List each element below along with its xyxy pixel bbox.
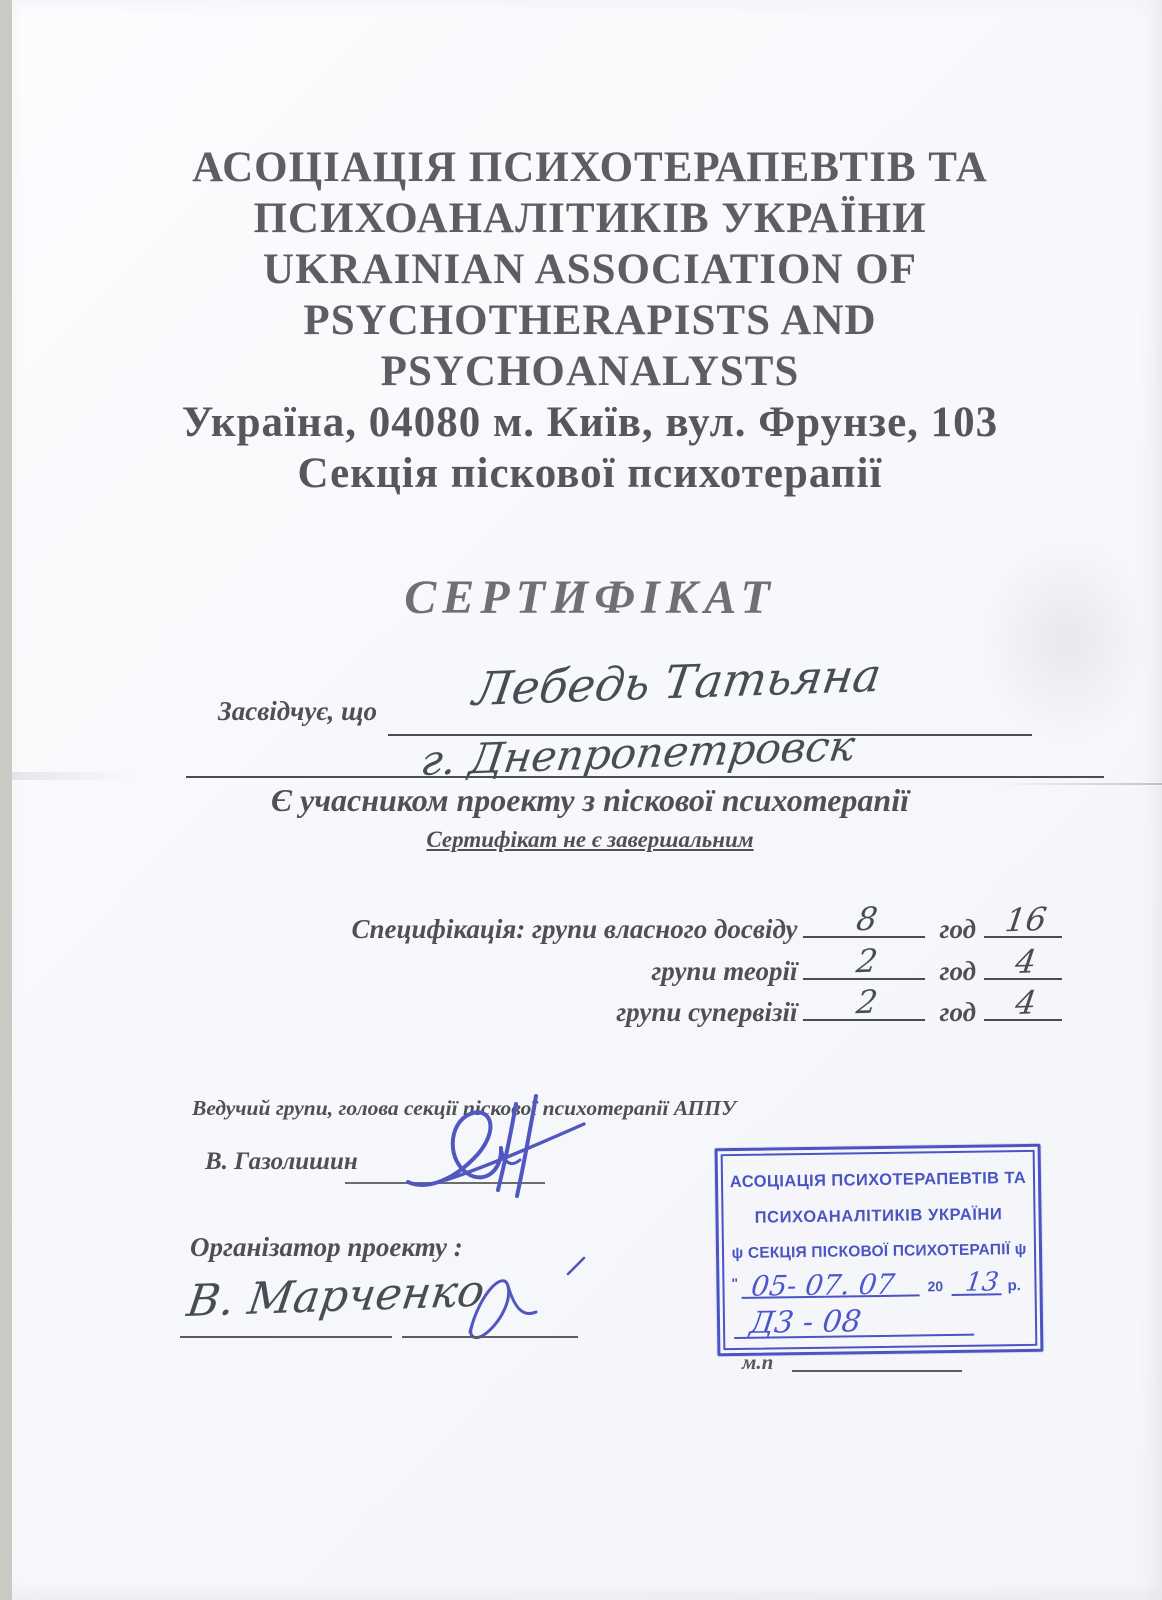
org-name-uk-line2: ПСИХОАНАЛІТИКІВ УКРАЇНИ: [253, 195, 927, 242]
spec-hours-label: год: [939, 914, 976, 944]
org-address: Україна, 04080 м. Київ, вул. Фрунзе, 103: [181, 399, 999, 446]
organizer-label: Організатор проекту :: [190, 1232, 463, 1262]
city-underline: [186, 742, 1104, 778]
stamp-date-row: [729, 1265, 1035, 1303]
stamp-number-handwritten: Д3 - 08: [747, 1304, 864, 1341]
spec-hours-line: [984, 944, 1062, 980]
spec-hours-handwritten: 16: [1002, 899, 1050, 940]
stamp-year-handwritten: 13: [963, 1267, 1001, 1298]
stamp-section-label: СЕКЦІЯ ПІСКОВОЇ ПСИХОТЕРАПІЇ: [747, 1241, 1011, 1262]
stamp-org-line1: АСОЦІАЦІЯ ПСИХОТЕРАПЕВТІВ ТА: [729, 1168, 1027, 1192]
paper-crease-left: [12, 772, 132, 780]
leader-name: В. Газолишин: [205, 1148, 358, 1175]
certificate-note: Сертифікат не є завершальним: [426, 827, 754, 852]
leader-signature-ink: [388, 1090, 598, 1205]
organizer-name-handwritten: В. Марченко: [184, 1265, 488, 1327]
spec-row-supervision: [0, 982, 1062, 1028]
certify-label: Засвідчує, що: [218, 696, 378, 726]
stamp-org-line2: ПСИХОАНАЛІТИКІВ УКРАЇНИ: [754, 1205, 1003, 1227]
spec-label: групи супервізії: [616, 997, 798, 1027]
spec-count-handwritten: 2: [854, 982, 881, 1022]
org-name-en-line1: UKRAINIAN ASSOCIATION OF: [263, 246, 917, 293]
recipient-city-handwritten: г. Днепропетровск: [418, 720, 859, 785]
certificate-title: СЕРТИФІКАТ: [404, 571, 776, 624]
spec-row-theory: [0, 941, 1062, 987]
org-section: Секція піскової психотерапії: [297, 450, 883, 497]
spec-hours-handwritten: 4: [1012, 983, 1039, 1022]
stamp-open-quote: ": [731, 1274, 739, 1292]
stamp-date-handwritten: 05- 07. 07: [749, 1267, 897, 1303]
spec-count-handwritten: 2: [854, 941, 881, 981]
spec-count-handwritten: 8: [854, 899, 881, 939]
stamp-year-prefix: 20: [927, 1278, 944, 1295]
spec-label: групи теорії: [651, 956, 798, 986]
association-stamp: [715, 1144, 1044, 1357]
stamp-year-suffix: р.: [1007, 1277, 1021, 1295]
organizer-name-underline: [180, 1306, 392, 1338]
spec-count-line: [803, 941, 925, 981]
spec-row-own-experience: [0, 899, 1062, 945]
spec-count-line: [803, 899, 925, 939]
org-name-en-line2: PSYCHOTHERAPISTS AND: [303, 297, 877, 344]
organizer-signature-underline: [402, 1306, 578, 1338]
stamp-year-line: [951, 1265, 1001, 1296]
spec-count-line: [803, 982, 925, 1022]
spec-hours-line: [984, 985, 1062, 1021]
spec-hours-label: год: [939, 956, 976, 986]
stamp-number-line: [734, 1300, 974, 1339]
org-name-uk-line1: АСОЦІАЦІЯ ПСИХОТЕРАПЕВТІВ ТА: [192, 144, 988, 191]
participation-statement: Є учасником проекту з піскової психотерапії: [271, 782, 909, 818]
stamp-date-line: [741, 1266, 919, 1303]
leader-title: Ведучий групи, голова секції піскової психотерапії АППУ: [192, 1096, 737, 1120]
spec-hours-label: год: [939, 997, 976, 1027]
spec-hours-handwritten: 4: [1012, 942, 1039, 981]
trident-icon: ψ: [731, 1244, 744, 1263]
trident-icon: ψ: [1014, 1240, 1027, 1259]
recipient-name-handwritten: Лебедь Татьяна: [470, 647, 885, 716]
seal-mark-underline: [792, 1352, 962, 1372]
spec-hours-line: [984, 899, 1062, 940]
org-name-en-line3: PSYCHOANALYSTS: [380, 348, 800, 395]
spec-label: Специфікація: групи власного досвіду: [351, 914, 798, 944]
letterhead: [70, 142, 1110, 499]
seal-mark-label: м.п: [742, 1350, 774, 1374]
